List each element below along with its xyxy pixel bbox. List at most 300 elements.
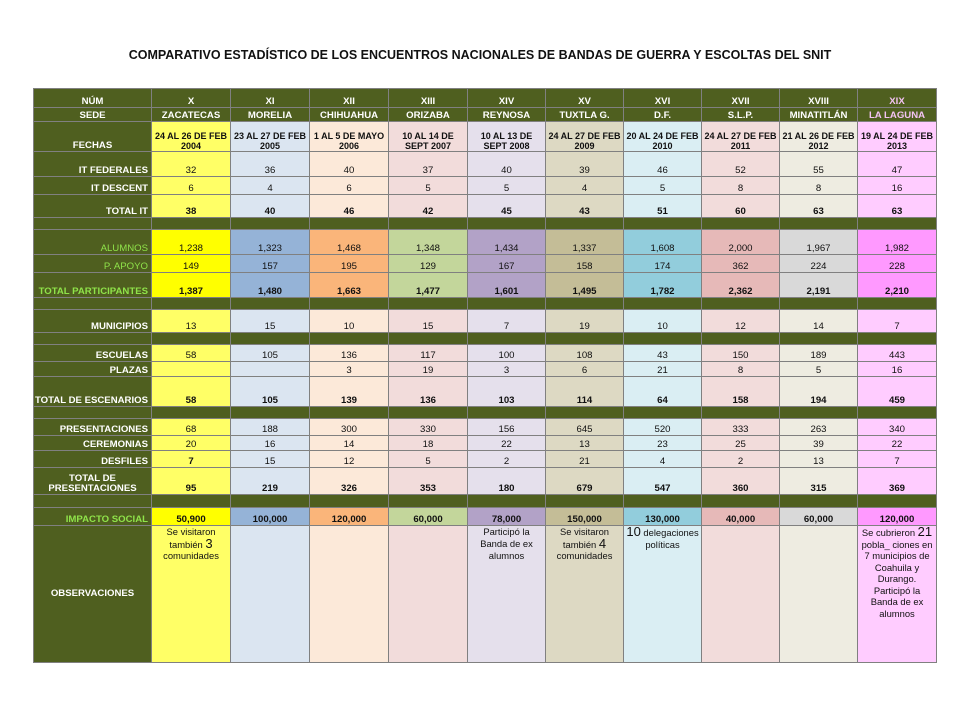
row-num [34,89,937,108]
sede-label: SEDE [34,108,152,122]
total-it-cell: 63 [858,195,937,218]
spacer-cell [858,298,937,310]
row-it-descent [34,177,937,195]
spacer-cell [34,298,152,310]
escuelas-cell: 443 [858,345,937,362]
it-federales-cell: 46 [624,152,702,177]
spacer-cell [231,298,310,310]
it-federales-cell: 36 [231,152,310,177]
fechas-cell: 10 AL 14 DE SEPT 2007 [389,122,468,152]
total-it-cell: 38 [152,195,231,218]
row-presentaciones [34,419,937,436]
ceremonias-label: CEREMONIAS [34,436,152,451]
spacer-row [34,407,937,419]
p-apoyo-label: P. APOYO [34,255,152,273]
spacer-cell [624,218,702,230]
impacto-social-cell: 120,000 [858,508,937,526]
spacer-cell [546,218,624,230]
it-federales-cell: 37 [389,152,468,177]
row-total-presentaciones [34,468,937,495]
total-participantes-cell: 1,387 [152,273,231,298]
it-descent-cell: 5 [468,177,546,195]
total-escenarios-cell: 103 [468,377,546,407]
p-apoyo-cell: 195 [310,255,389,273]
spacer-cell [468,495,546,508]
spacer-row [34,333,937,345]
p-apoyo-cell: 228 [858,255,937,273]
row-it-federales [34,152,937,177]
ceremonias-cell: 18 [389,436,468,451]
municipios-cell: 15 [231,310,310,333]
sede-cell: ZACATECAS [152,108,231,122]
escuelas-cell: 108 [546,345,624,362]
total-escenarios-label: TOTAL DE ESCENARIOS [34,377,152,407]
row-desfiles [34,451,937,468]
plazas-cell: 3 [310,362,389,377]
presentaciones-cell: 333 [702,419,780,436]
spacer-row [34,495,937,508]
num-cell: XIX [858,89,937,108]
obs-text: Se visitaron también [166,526,216,550]
total-it-cell: 46 [310,195,389,218]
fechas-cell: 24 AL 26 DE FEB 2004 [152,122,231,152]
desfiles-cell: 4 [624,451,702,468]
presentaciones-cell: 520 [624,419,702,436]
fechas-cell: 19 AL 24 DE FEB 2013 [858,122,937,152]
total-participantes-cell: 1,782 [624,273,702,298]
it-federales-cell: 40 [468,152,546,177]
p-apoyo-cell: 158 [546,255,624,273]
row-municipios [34,310,937,333]
alumnos-cell: 1,323 [231,230,310,255]
spacer-cell [858,495,937,508]
total-presentaciones-cell: 360 [702,468,780,495]
spacer-cell [546,333,624,345]
spacer-cell [310,495,389,508]
fechas-label: FECHAS [34,122,152,152]
municipios-cell: 15 [389,310,468,333]
spacer-cell [468,218,546,230]
plazas-cell: 6 [546,362,624,377]
total-presentaciones-cell: 219 [231,468,310,495]
spacer-cell [231,495,310,508]
fechas-cell: 1 AL 5 DE MAYO 2006 [310,122,389,152]
num-cell: XV [546,89,624,108]
escuelas-label: ESCUELAS [34,345,152,362]
obs-text: comunidades [556,550,613,561]
ceremonias-cell: 22 [468,436,546,451]
row-ceremonias [34,436,937,451]
observaciones-cell [624,526,702,663]
spacer-cell [624,495,702,508]
alumnos-cell: 1,238 [152,230,231,255]
municipios-cell: 14 [780,310,858,333]
impacto-social-cell: 78,000 [468,508,546,526]
it-descent-cell: 5 [389,177,468,195]
spacer-cell [310,333,389,345]
row-sede [34,108,937,122]
escuelas-cell: 105 [231,345,310,362]
total-presentaciones-label: TOTAL DE PRESENTACIONES [34,468,152,495]
municipios-label: MUNICIPIOS [34,310,152,333]
escuelas-cell: 100 [468,345,546,362]
obs-text: pobla_ ciones en 7 municipios de Coahuila y Durango. Participó la Banda de ex alumnos [861,538,933,619]
plazas-cell: 3 [468,362,546,377]
escuelas-cell: 136 [310,345,389,362]
row-total-participantes [34,273,937,298]
fechas-cell: 10 AL 13 DE SEPT 2008 [468,122,546,152]
plazas-cell: 19 [389,362,468,377]
total-escenarios-cell: 58 [152,377,231,407]
obs-text: delegaciones políticas [640,527,699,550]
spacer-cell [858,333,937,345]
spacer-cell [702,407,780,419]
sede-cell: CHIHUAHUA [310,108,389,122]
total-escenarios-cell: 64 [624,377,702,407]
spacer-cell [34,218,152,230]
row-impacto-social [34,508,937,526]
spacer-cell [231,407,310,419]
spacer-cell [152,333,231,345]
escuelas-cell: 189 [780,345,858,362]
plazas-label: PLAZAS [34,362,152,377]
it-federales-cell: 40 [310,152,389,177]
total-it-cell: 63 [780,195,858,218]
observaciones-cell [858,526,937,663]
spacer-cell [624,298,702,310]
total-presentaciones-cell: 315 [780,468,858,495]
spacer-cell [389,495,468,508]
row-fechas [34,122,937,152]
obs-number: 10 [626,525,641,539]
observaciones-cell [546,526,624,663]
municipios-cell: 12 [702,310,780,333]
total-escenarios-cell: 136 [389,377,468,407]
desfiles-cell: 21 [546,451,624,468]
sede-cell: MORELIA [231,108,310,122]
municipios-cell: 7 [468,310,546,333]
row-observaciones [34,526,937,663]
total-it-cell: 40 [231,195,310,218]
spacer-cell [34,495,152,508]
spacer-cell [858,218,937,230]
num-cell: XVI [624,89,702,108]
municipios-cell: 10 [310,310,389,333]
total-participantes-cell: 1,601 [468,273,546,298]
desfiles-cell: 5 [389,451,468,468]
desfiles-cell: 13 [780,451,858,468]
desfiles-cell: 7 [858,451,937,468]
total-participantes-cell: 1,480 [231,273,310,298]
obs-text: Se visitaron también [560,526,609,550]
total-presentaciones-cell: 353 [389,468,468,495]
it-federales-cell: 32 [152,152,231,177]
total-presentaciones-cell: 547 [624,468,702,495]
it-federales-cell: 55 [780,152,858,177]
observaciones-cell [152,526,231,663]
spacer-cell [34,407,152,419]
desfiles-cell: 15 [231,451,310,468]
spacer-row [34,218,937,230]
it-descent-cell: 6 [152,177,231,195]
ceremonias-cell: 23 [624,436,702,451]
spacer-cell [389,333,468,345]
total-presentaciones-cell: 326 [310,468,389,495]
spacer-cell [702,495,780,508]
obs-number: 4 [598,535,607,551]
spacer-cell [624,333,702,345]
impacto-social-cell: 60,000 [389,508,468,526]
municipios-cell: 10 [624,310,702,333]
observaciones-cell [310,526,389,663]
presentaciones-cell: 68 [152,419,231,436]
spacer-cell [468,333,546,345]
spacer-cell [310,298,389,310]
alumnos-cell: 1,608 [624,230,702,255]
total-it-cell: 45 [468,195,546,218]
total-participantes-cell: 1,477 [389,273,468,298]
total-participantes-cell: 1,495 [546,273,624,298]
desfiles-cell: 2 [702,451,780,468]
spacer-cell [468,298,546,310]
total-it-cell: 51 [624,195,702,218]
p-apoyo-cell: 157 [231,255,310,273]
row-p-apoyo [34,255,937,273]
spacer-cell [231,333,310,345]
spacer-cell [546,407,624,419]
sede-cell: TUXTLA G. [546,108,624,122]
spacer-cell [780,407,858,419]
spacer-cell [310,407,389,419]
spacer-cell [152,218,231,230]
it-federales-cell: 47 [858,152,937,177]
total-participantes-cell: 2,191 [780,273,858,298]
fechas-cell: 24 AL 27 DE FEB 2009 [546,122,624,152]
total-presentaciones-cell: 180 [468,468,546,495]
spacer-cell [389,218,468,230]
presentaciones-cell: 330 [389,419,468,436]
plazas-cell [152,362,231,377]
total-presentaciones-cell: 95 [152,468,231,495]
impacto-social-cell: 40,000 [702,508,780,526]
escuelas-cell: 150 [702,345,780,362]
total-it-label: TOTAL IT [34,195,152,218]
sede-cell: S.L.P. [702,108,780,122]
ceremonias-cell: 39 [780,436,858,451]
spacer-cell [858,407,937,419]
spacer-cell [780,333,858,345]
total-escenarios-cell: 158 [702,377,780,407]
fechas-cell: 24 AL 27 DE FEB 2011 [702,122,780,152]
spacer-cell [152,495,231,508]
spacer-cell [780,218,858,230]
row-total-escenarios [34,377,937,407]
num-cell: XII [310,89,389,108]
municipios-cell: 7 [858,310,937,333]
obs-text: Participó la Banda de ex alumnos [480,526,533,561]
page-title: COMPARATIVO ESTADÍSTICO DE LOS ENCUENTROS NACIONALES DE BANDAS DE GUERRA Y ESCOLTAS DEL SNIT [128,48,832,62]
plazas-cell: 16 [858,362,937,377]
total-it-cell: 60 [702,195,780,218]
plazas-cell: 21 [624,362,702,377]
spacer-cell [780,298,858,310]
spacer-cell [702,333,780,345]
it-descent-cell: 16 [858,177,937,195]
num-cell: XI [231,89,310,108]
plazas-cell [231,362,310,377]
p-apoyo-cell: 174 [624,255,702,273]
sede-cell: ORIZABA [389,108,468,122]
row-alumnos [34,230,937,255]
alumnos-cell: 1,337 [546,230,624,255]
spacer-cell [310,218,389,230]
presentaciones-label: PRESENTACIONES [34,419,152,436]
alumnos-cell: 1,348 [389,230,468,255]
impacto-social-cell: 120,000 [310,508,389,526]
ceremonias-cell: 22 [858,436,937,451]
sede-cell: MINATITLÁN [780,108,858,122]
fechas-cell: 21 AL 26 DE FEB 2012 [780,122,858,152]
it-descent-cell: 5 [624,177,702,195]
row-plazas [34,362,937,377]
presentaciones-cell: 300 [310,419,389,436]
impacto-social-label: IMPACTO SOCIAL [34,508,152,526]
ceremonias-cell: 25 [702,436,780,451]
impacto-social-cell: 130,000 [624,508,702,526]
total-it-cell: 43 [546,195,624,218]
p-apoyo-cell: 129 [389,255,468,273]
presentaciones-cell: 188 [231,419,310,436]
observaciones-cell [780,526,858,663]
fechas-cell: 23 AL 27 DE FEB 2005 [231,122,310,152]
sede-cell: REYNOSA [468,108,546,122]
it-descent-cell: 4 [546,177,624,195]
total-escenarios-cell: 114 [546,377,624,407]
escuelas-cell: 43 [624,345,702,362]
desfiles-cell: 7 [152,451,231,468]
total-participantes-cell: 2,210 [858,273,937,298]
comparison-table [33,88,937,663]
obs-number: 21 [917,525,933,539]
municipios-cell: 13 [152,310,231,333]
presentaciones-cell: 156 [468,419,546,436]
spacer-cell [231,218,310,230]
num-cell: XVIII [780,89,858,108]
desfiles-cell: 2 [468,451,546,468]
observaciones-cell [468,526,546,663]
desfiles-label: DESFILES [34,451,152,468]
alumnos-cell: 1,982 [858,230,937,255]
spacer-cell [702,298,780,310]
ceremonias-cell: 13 [546,436,624,451]
total-escenarios-cell: 459 [858,377,937,407]
escuelas-cell: 117 [389,345,468,362]
alumnos-label: ALUMNOS [34,230,152,255]
it-federales-label: IT FEDERALES [34,152,152,177]
it-descent-label: IT DESCENT [34,177,152,195]
alumnos-cell: 1,434 [468,230,546,255]
spacer-cell [546,495,624,508]
spacer-cell [34,333,152,345]
spacer-cell [152,298,231,310]
spacer-row [34,298,937,310]
it-descent-cell: 6 [310,177,389,195]
plazas-cell: 5 [780,362,858,377]
plazas-cell: 8 [702,362,780,377]
spacer-cell [780,495,858,508]
num-cell: XVII [702,89,780,108]
ceremonias-cell: 14 [310,436,389,451]
impacto-social-cell: 50,900 [152,508,231,526]
p-apoyo-cell: 362 [702,255,780,273]
escuelas-cell: 58 [152,345,231,362]
it-descent-cell: 8 [702,177,780,195]
total-it-cell: 42 [389,195,468,218]
ceremonias-cell: 20 [152,436,231,451]
num-cell: X [152,89,231,108]
num-label: NÚM [34,89,152,108]
it-federales-cell: 39 [546,152,624,177]
p-apoyo-cell: 224 [780,255,858,273]
observaciones-cell [702,526,780,663]
spacer-cell [702,218,780,230]
impacto-social-cell: 60,000 [780,508,858,526]
spacer-cell [546,298,624,310]
total-participantes-cell: 2,362 [702,273,780,298]
alumnos-cell: 1,967 [780,230,858,255]
alumnos-cell: 2,000 [702,230,780,255]
spacer-cell [152,407,231,419]
spacer-cell [389,407,468,419]
num-cell: XIV [468,89,546,108]
num-cell: XIII [389,89,468,108]
it-descent-cell: 8 [780,177,858,195]
total-escenarios-cell: 139 [310,377,389,407]
impacto-social-cell: 100,000 [231,508,310,526]
obs-text: comunidades [163,550,219,561]
total-escenarios-cell: 194 [780,377,858,407]
row-escuelas [34,345,937,362]
total-participantes-cell: 1,663 [310,273,389,298]
presentaciones-cell: 340 [858,419,937,436]
fechas-cell: 20 AL 24 DE FEB 2010 [624,122,702,152]
sede-cell: LA LAGUNA [858,108,937,122]
presentaciones-cell: 645 [546,419,624,436]
spacer-cell [389,298,468,310]
total-presentaciones-cell: 679 [546,468,624,495]
municipios-cell: 19 [546,310,624,333]
observaciones-cell [231,526,310,663]
obs-number: 3 [205,535,213,551]
row-total-it [34,195,937,218]
desfiles-cell: 12 [310,451,389,468]
ceremonias-cell: 16 [231,436,310,451]
presentaciones-cell: 263 [780,419,858,436]
spacer-cell [624,407,702,419]
total-participantes-label: TOTAL PARTICIPANTES [34,273,152,298]
spacer-cell [468,407,546,419]
obs-text: Se cubrieron [861,527,918,538]
sede-cell: D.F. [624,108,702,122]
p-apoyo-cell: 149 [152,255,231,273]
p-apoyo-cell: 167 [468,255,546,273]
total-escenarios-cell: 105 [231,377,310,407]
observaciones-cell [389,526,468,663]
it-federales-cell: 52 [702,152,780,177]
it-descent-cell: 4 [231,177,310,195]
observaciones-label: OBSERVACIONES [34,526,152,663]
total-presentaciones-cell: 369 [858,468,937,495]
